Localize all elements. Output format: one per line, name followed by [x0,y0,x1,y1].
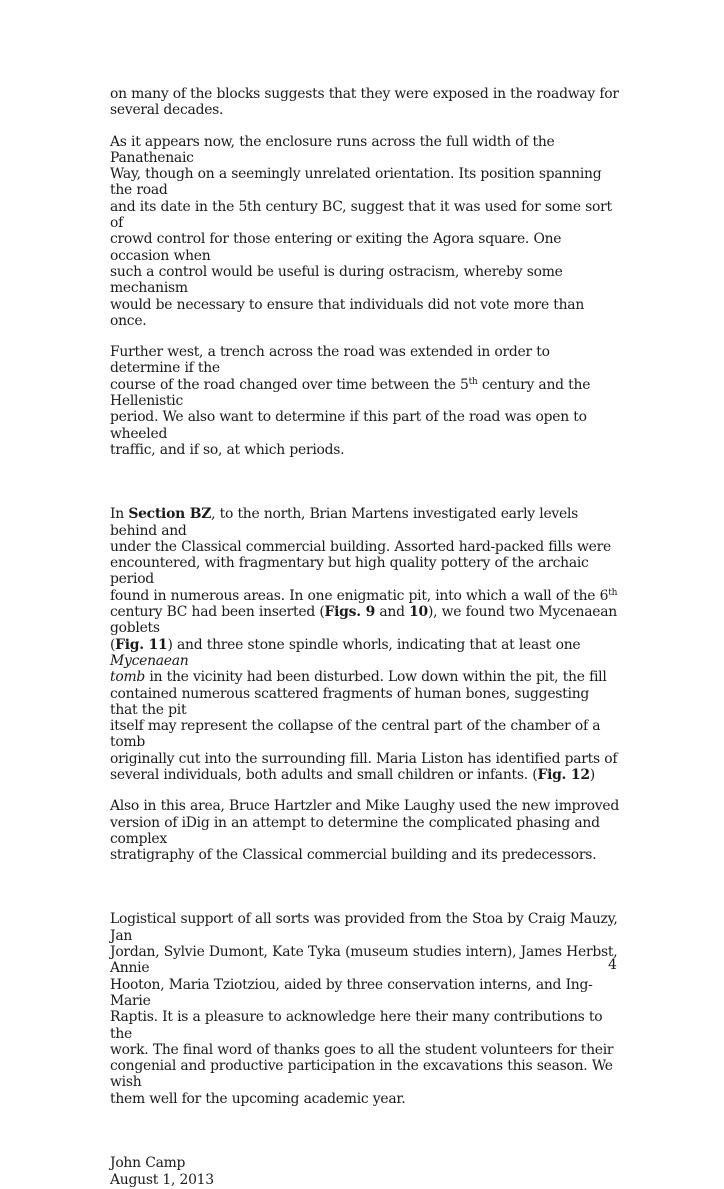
paragraph-section-bz [110,506,620,783]
text-run: ) [589,766,595,783]
text-run: and [375,604,410,621]
figure-reference: Fig. 11 [115,636,168,653]
paragraph-idig [110,798,620,863]
text-run: In [110,506,129,523]
italic-term: Mycenaean [110,652,189,669]
text-line: Raptis. It is a pleasure to acknowledge here their many contributions to the [110,1009,603,1042]
page-number: 4 [608,957,617,973]
figure-reference: Fig. 12 [537,766,590,783]
author-name: John Camp [110,1155,186,1172]
text-run: ), we found two Mycenaean goblets [110,604,617,637]
text-line: Logistical support of all sorts was provided from the Stoa by Craig Mauzy, Jan [110,911,618,944]
text-line: and its date in the 5th century BC, suggest that it was used for some sort of [110,198,612,232]
paragraph-road-blocks [110,86,620,119]
text-run: ( [110,636,116,653]
text-line: Hooton, Maria Tziotziou, aided by three conservation interns, and Ing-Marie [110,976,593,1009]
text-line: Further west, a trench across the road was extended in order to determine if the [110,344,550,377]
text-line: course of the road changed over time between the 5 [110,376,469,393]
text-line: traffic, and if so, at which periods. [110,441,345,458]
text-line: period. We also want to determine if this part of the road was open to wheeled [110,409,587,442]
figure-reference: Figs. 9 [324,604,375,621]
paragraph-acknowledgements [110,911,620,1107]
paragraph-enclosure [110,134,620,330]
text-run: century BC had been inserted ( [110,604,325,621]
signature-date: August 1, 2013 [110,1172,214,1189]
text-line: on many of the blocks suggests that they were exposed in the roadway for [110,86,619,102]
text-line: several decades. [110,102,224,119]
text-line: work. The final word of thanks goes to all the student volunteers for their [110,1041,614,1058]
text-line: them well for the upcoming academic year. [110,1090,406,1107]
signature-block [110,1155,620,1189]
text-line: crowd control for those entering or exiting the Agora square. One occasion when [110,231,562,264]
text-line: under the Classical commercial building. Assorted hard-packed fills were [110,538,611,555]
superscript: th [608,587,618,598]
figure-reference: 10 [409,604,428,621]
text-run: ) and three stone spindle whorls, indicating that at least one [167,636,581,653]
text-line: such a control would be useful is during ostracism, whereby some mechanism [110,263,563,297]
text-line: As it appears now, the enclosure runs across the full width of the Panathenaic [110,133,555,166]
text-line: originally cut into the surrounding fill. Maria Liston has identified parts of [110,750,618,767]
italic-term: tomb [110,669,146,686]
text-run: , to the north, Brian Martens investigated early levels behind and [110,506,579,539]
text-line: contained numerous scattered fragments of human bones, suggesting that the pit [110,685,590,718]
text-line: Also in this area, Bruce Hartzler and Mike Laughy used the new improved [110,798,619,815]
text-line: Jordan, Sylvie Dumont, Kate Tyka (museum studies intern), James Herbst, Annie [110,944,618,977]
text-run: in the vicinity had been disturbed. Low down within the pit, the fill [145,669,607,686]
text-line: congenial and productive participation in the excavations this season. We wish [110,1058,613,1091]
text-run: several individuals, both adults and small children or infants. ( [110,766,538,783]
paragraph-trench [110,344,620,458]
text-run: found in numerous areas. In one enigmatic pit, into which a wall of the 6 [110,587,609,604]
text-line: Way, though on a seemingly unrelated orientation. Its position spanning the road [110,166,602,199]
text-line: century and the Hellenistic [110,376,591,410]
text-line: itself may represent the collapse of the central part of the chamber of a tomb [110,718,601,751]
section-reference: Section BZ [128,506,212,523]
text-line: would be necessary to ensure that individuals did not vote more than once. [110,296,585,329]
text-line: stratigraphy of the Classical commercial building and its predecessors. [110,847,597,864]
text-line: version of iDig in an attempt to determine the complicated phasing and complex [110,814,600,847]
superscript: th [468,376,478,387]
text-line: encountered, with fragmentary but high quality pottery of the archaic period [110,555,589,588]
